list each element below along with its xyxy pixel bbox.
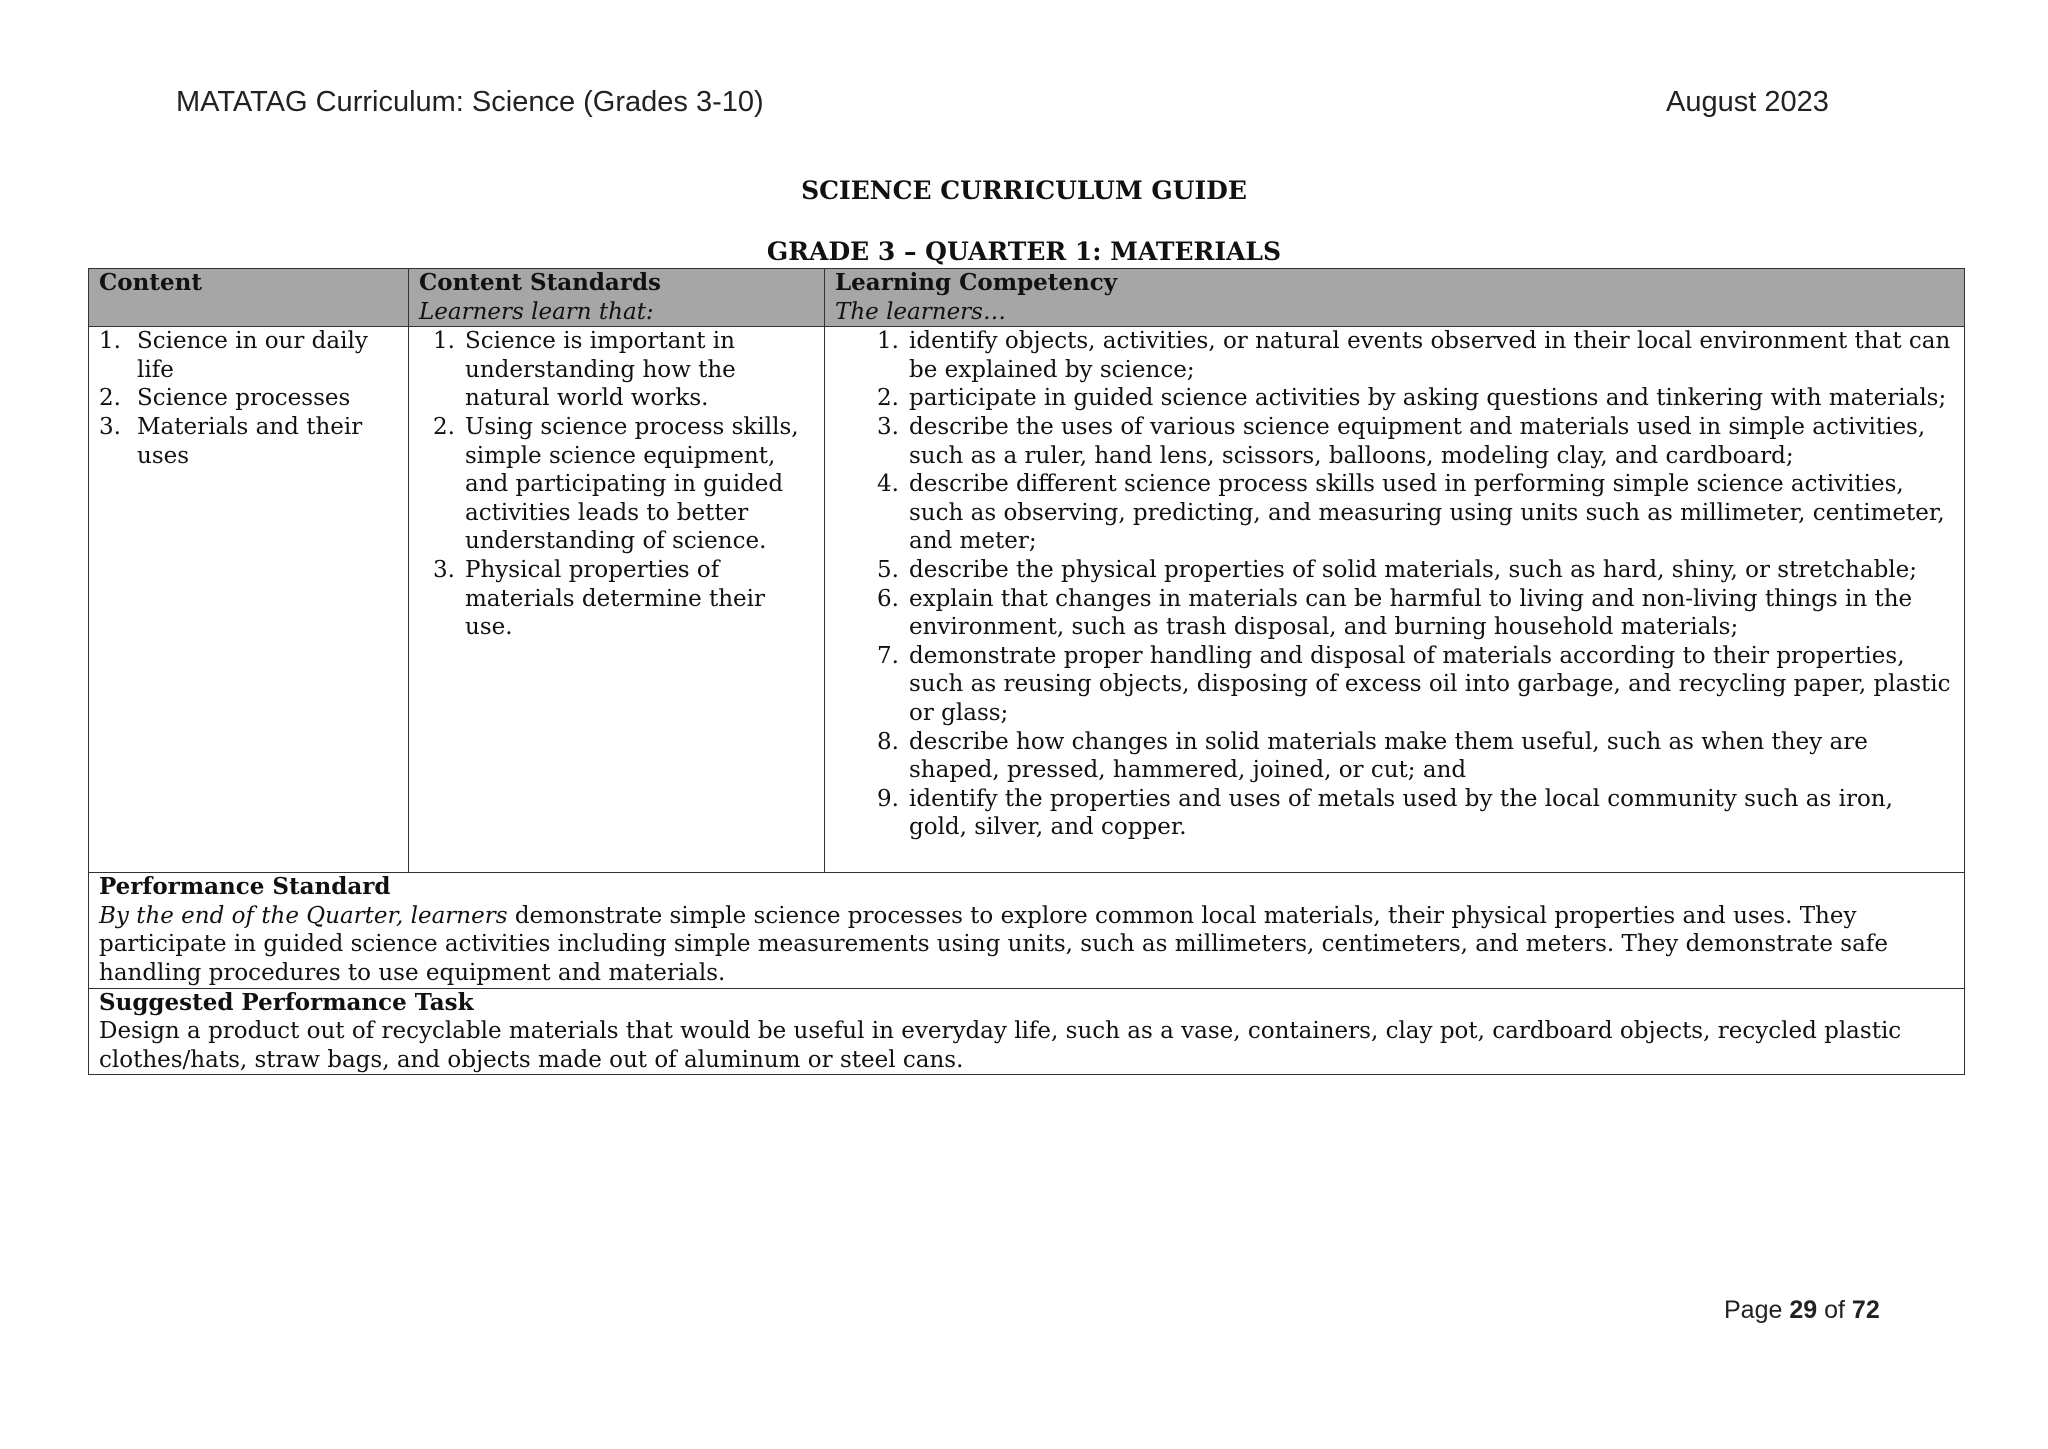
- performance-standard-text: demonstrate simple science processes to explore common local materials, their physical properties and uses. They participate in guided science activities including simple measurements using units, such as millimeters, centimeters, and meters. They demonstrate safe handling procedures to use equipment and materials.: [99, 902, 1888, 986]
- list-item-text: describe the uses of various science equipment and materials used in simple activities, such as a ruler, hand lens, scissors, balloons, modeling clay, and cardboard;: [909, 413, 1926, 469]
- performance-task-label: Suggested Performance Task: [99, 988, 474, 1016]
- list-item: [419, 327, 814, 413]
- list-item-number: 8.: [877, 728, 899, 755]
- page-subtitle: GRADE 3 – QUARTER 1: MATERIALS: [766, 237, 1282, 266]
- list-item-number: 6.: [877, 585, 899, 612]
- performance-standard-row: [89, 873, 1965, 988]
- list-item-text: Science is important in understanding how the natural world works.: [465, 328, 736, 412]
- competency-list: [835, 327, 1954, 842]
- list-item-text: explain that changes in materials can be harmful to living and non-living things in the environment, such as trash disposal, and burning household materials;: [909, 585, 1913, 641]
- list-item-number: 3.: [877, 413, 899, 440]
- list-item-text: Materials and their uses: [137, 413, 363, 469]
- list-item-number: 1.: [433, 328, 455, 355]
- list-item-number: 9.: [877, 785, 899, 812]
- column-header-learning-competency: [825, 269, 1965, 327]
- table-body-row: [89, 327, 1965, 873]
- list-item-text: demonstrate proper handling and disposal of materials according to their properties, such as reusing objects, disposing of excess oil into garbage, and recycling paper, plastic or glass;: [909, 642, 1951, 726]
- performance-task-row: [89, 988, 1965, 1075]
- list-item-number: 1.: [99, 328, 121, 355]
- performance-task-text: Design a product out of recyclable materials that would be useful in everyday life, such as a vase, containers, clay pot, cardboard objects, recycled plastic clothes/hats, straw bags, and objects made out of aluminum or steel cans.: [99, 1018, 1902, 1073]
- page-title: SCIENCE CURRICULUM GUIDE: [801, 176, 1247, 205]
- list-item: [835, 413, 1954, 470]
- list-item-number: 5.: [877, 556, 899, 583]
- content-standards-cell: [409, 327, 825, 873]
- page-number-of: of: [1824, 1296, 1845, 1324]
- list-item: [99, 413, 398, 470]
- list-item-number: 3.: [433, 556, 455, 583]
- column-header-sublabel: The learners…: [835, 298, 1006, 325]
- list-item: [835, 384, 1954, 413]
- list-item-text: Science processes: [137, 385, 351, 412]
- list-item-text: describe how changes in solid materials make them useful, such as when they are shaped, pressed, hammered, joined, or cut; and: [909, 728, 1868, 784]
- column-header-label: Learning Competency: [835, 269, 1118, 296]
- curriculum-table: [88, 268, 1965, 1075]
- list-item-number: 1.: [877, 328, 899, 355]
- list-item-text: identify objects, activities, or natural events observed in their local environment that can be explained by science;: [909, 328, 1951, 383]
- list-item: [835, 327, 1954, 384]
- list-item: [835, 728, 1954, 785]
- column-header-sublabel: Learners learn that:: [419, 298, 654, 325]
- list-item-number: 3.: [99, 413, 121, 440]
- column-header-label: Content Standards: [419, 269, 661, 296]
- column-header-content: [89, 269, 409, 327]
- list-item: [835, 556, 1954, 585]
- performance-standard-lead: By the end of the Quarter, learners: [99, 902, 508, 929]
- column-header-content-standards: [409, 269, 825, 327]
- list-item: [835, 785, 1954, 842]
- column-header-label: Content: [99, 269, 202, 296]
- list-item: [419, 556, 814, 642]
- header-date: August 2023: [1666, 86, 1829, 118]
- page-number-current: 29: [1789, 1296, 1818, 1324]
- content-list: [99, 327, 398, 470]
- list-item-text: describe the physical properties of solid materials, such as hard, shiny, or stretchable;: [909, 556, 1918, 583]
- standards-list: [419, 327, 814, 642]
- list-item: [419, 413, 814, 556]
- performance-standard-label: Performance Standard: [99, 873, 391, 901]
- header-document-title: MATATAG Curriculum: Science (Grades 3-10): [176, 86, 764, 118]
- list-item-number: 2.: [433, 413, 455, 440]
- list-item-text: Physical properties of materials determine their use.: [465, 556, 766, 641]
- list-item: [99, 327, 398, 384]
- list-item-text: identify the properties and uses of metals used by the local community such as iron, gold, silver, and copper.: [909, 785, 1893, 841]
- content-cell: [89, 327, 409, 873]
- learning-competency-cell: [825, 327, 1965, 873]
- list-item-number: 7.: [877, 642, 899, 669]
- list-item-number: 4.: [877, 471, 899, 498]
- table-header-row: [89, 269, 1965, 327]
- page-number-total: 72: [1851, 1296, 1880, 1324]
- list-item-number: 2.: [99, 385, 121, 412]
- performance-task-cell: [89, 988, 1965, 1075]
- list-item-text: Using science process skills, simple science equipment, and participating in guided activities leads to better understanding of science.: [465, 413, 799, 555]
- performance-standard-cell: [89, 873, 1965, 988]
- list-item: [835, 642, 1954, 728]
- list-item: [835, 585, 1954, 642]
- list-item-text: participate in guided science activities by asking questions and tinkering with materials;: [909, 385, 1947, 412]
- page-number-prefix: Page: [1724, 1296, 1783, 1324]
- list-item: [99, 384, 398, 413]
- list-item-number: 2.: [877, 385, 899, 412]
- list-item-text: describe different science process skills used in performing simple science activities, such as observing, predicting, and measuring using units such as millimeter, centimeter, and meter;: [909, 471, 1945, 555]
- page-number: [1724, 1296, 1880, 1325]
- list-item: [835, 470, 1954, 556]
- list-item-text: Science in our daily life: [137, 328, 368, 383]
